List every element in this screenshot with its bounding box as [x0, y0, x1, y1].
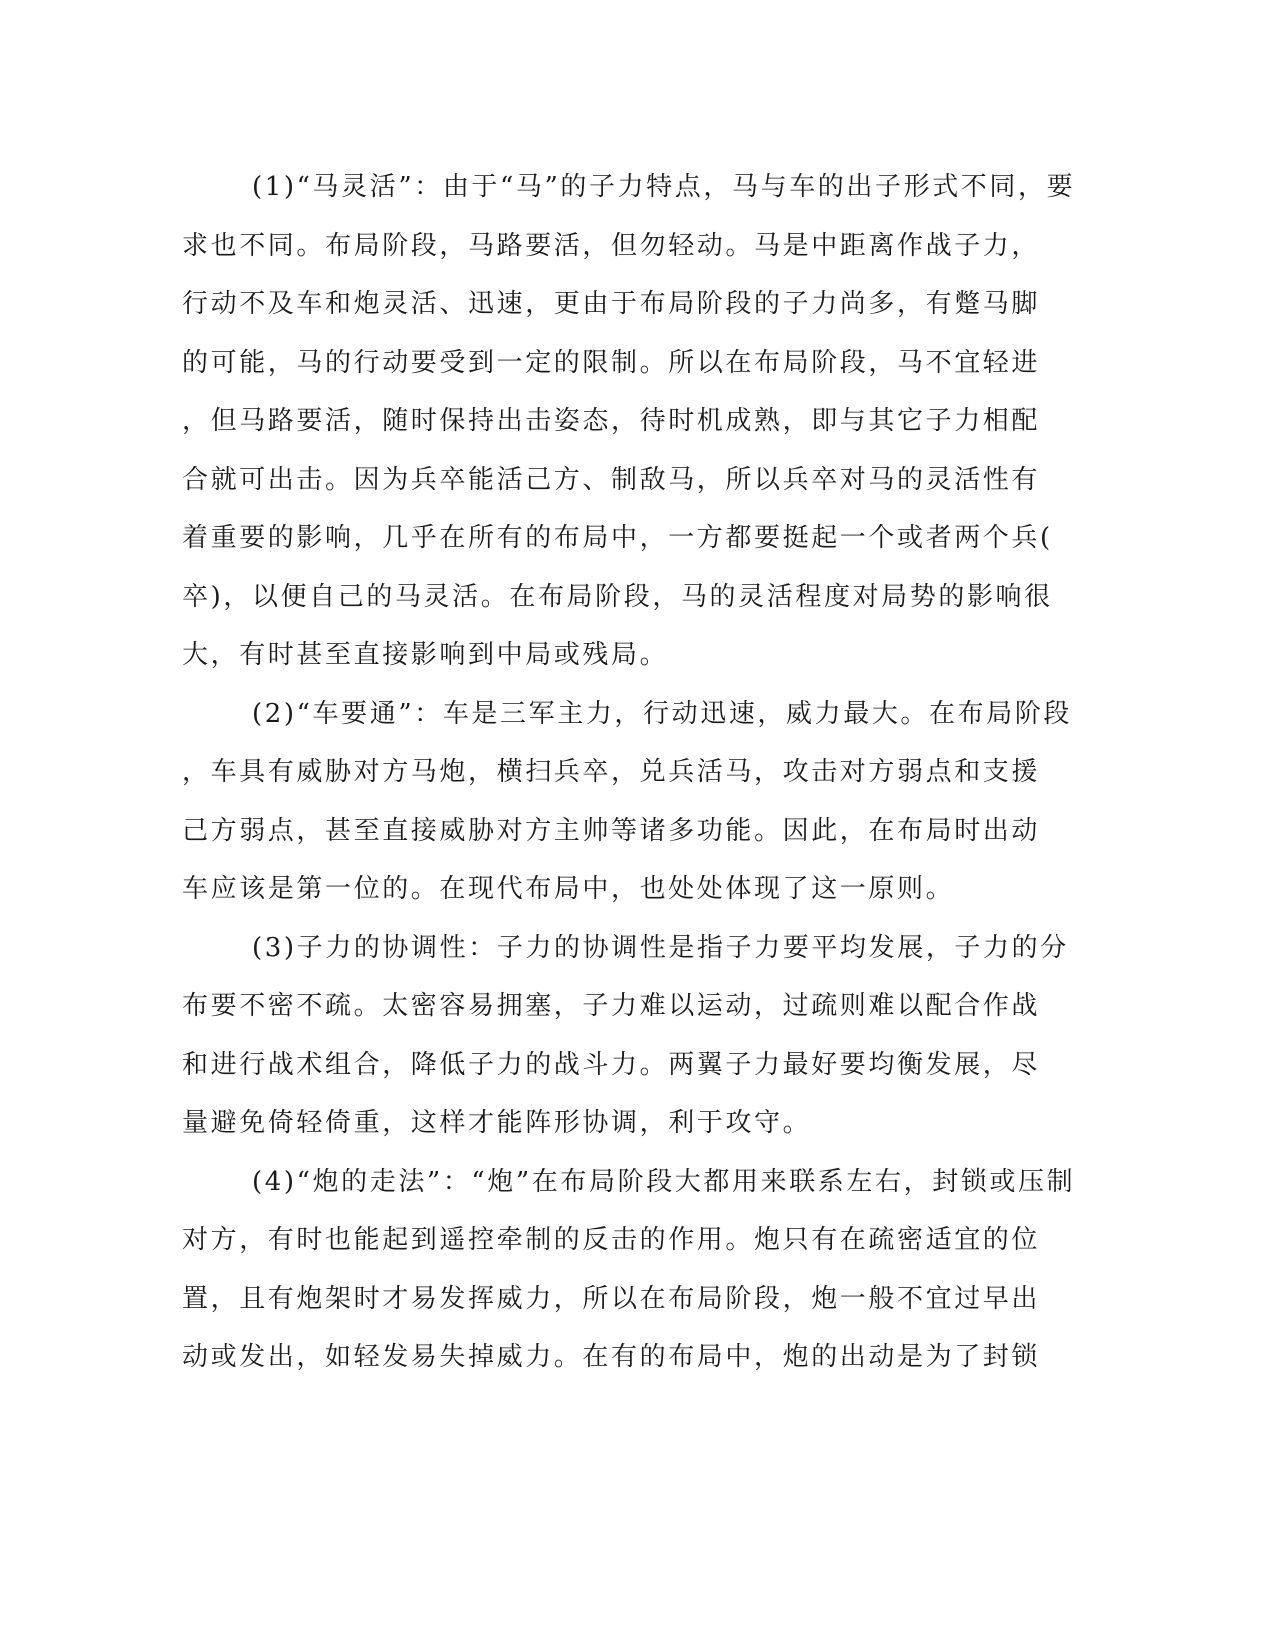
text-line: 量避免倚轻倚重，这样才能阵形协调，利于攻守。: [182, 1108, 812, 1138]
text-line: 卒)，以便自己的马灵活。在布局阶段，马的灵活程度对局势的影响很: [182, 581, 1053, 612]
paragraph-4: [182, 1153, 1076, 1387]
text-line: (4)“炮的走法”：“炮”在布局阶段大都用来联系左右，封锁或压制: [252, 1166, 1076, 1197]
paragraph-2: [182, 685, 1073, 919]
text-line: 行动不及车和炮灵活、迅速，更由于布局阶段的子力尚多，有蹩马脚: [182, 289, 1041, 319]
text-line: 合就可出击。因为兵卒能活己方、制敌马，所以兵卒对马的灵活性有: [182, 464, 1041, 495]
text-line: (1)“马灵活”：由于“马”的子力特点，马与车的出子形式不同，要: [252, 172, 1076, 202]
text-line: 的可能，马的行动要受到一定的限制。所以在布局阶段，马不宜轻进: [182, 347, 1041, 378]
text-line: (2)“车要通”：车是三军主力，行动迅速，威力最大。在布局阶段: [252, 698, 1073, 729]
text-line: 己方弱点，甚至直接威胁对方主帅等诸多功能。因此，在布局时出动: [182, 815, 1041, 846]
text-line: ，但马路要活，随时保持出击姿态，待时机成熟，即与其它子力相配: [182, 406, 1041, 436]
text-line: ，车具有威胁对方马炮，横扫兵卒，兑兵活马，攻击对方弱点和支援: [182, 757, 1041, 787]
text-line: 大，有时甚至直接影响到中局或残局。: [182, 640, 669, 670]
text-line: 布要不密不疏。太密容易拥塞，子力难以运动，过疏则难以配合作战: [182, 991, 1041, 1021]
text-line: 对方，有时也能起到遥控牵制的反击的作用。炮只有在疏密适宜的位: [182, 1225, 1041, 1255]
text-line: 置，且有炮架时才易发挥威力，所以在布局阶段，炮一般不宜过早出: [182, 1283, 1041, 1314]
text-line: 动或发出，如轻发易失掉威力。在有的布局中，炮的出动是为了封锁: [182, 1342, 1041, 1372]
text-line: (3)子力的协调性：子力的协调性是指子力要平均发展，子力的分: [252, 932, 1069, 963]
text-line: 求也不同。布局阶段，马路要活，但勿轻动。马是中距离作战子力，: [182, 230, 1041, 261]
paragraph-1: [182, 158, 1076, 685]
text-line: 和进行战术组合，降低子力的战斗力。两翼子力最好要均衡发展，尽: [182, 1049, 1041, 1080]
text-line: 着重要的影响，几乎在所有的布局中，一方都要挺起一个或者两个兵(: [182, 523, 1053, 553]
text-line: 车应该是第一位的。在现代布局中，也处处体现了这一原则。: [182, 874, 955, 904]
document-body: [182, 158, 1076, 1387]
paragraph-3: [182, 919, 1069, 1153]
